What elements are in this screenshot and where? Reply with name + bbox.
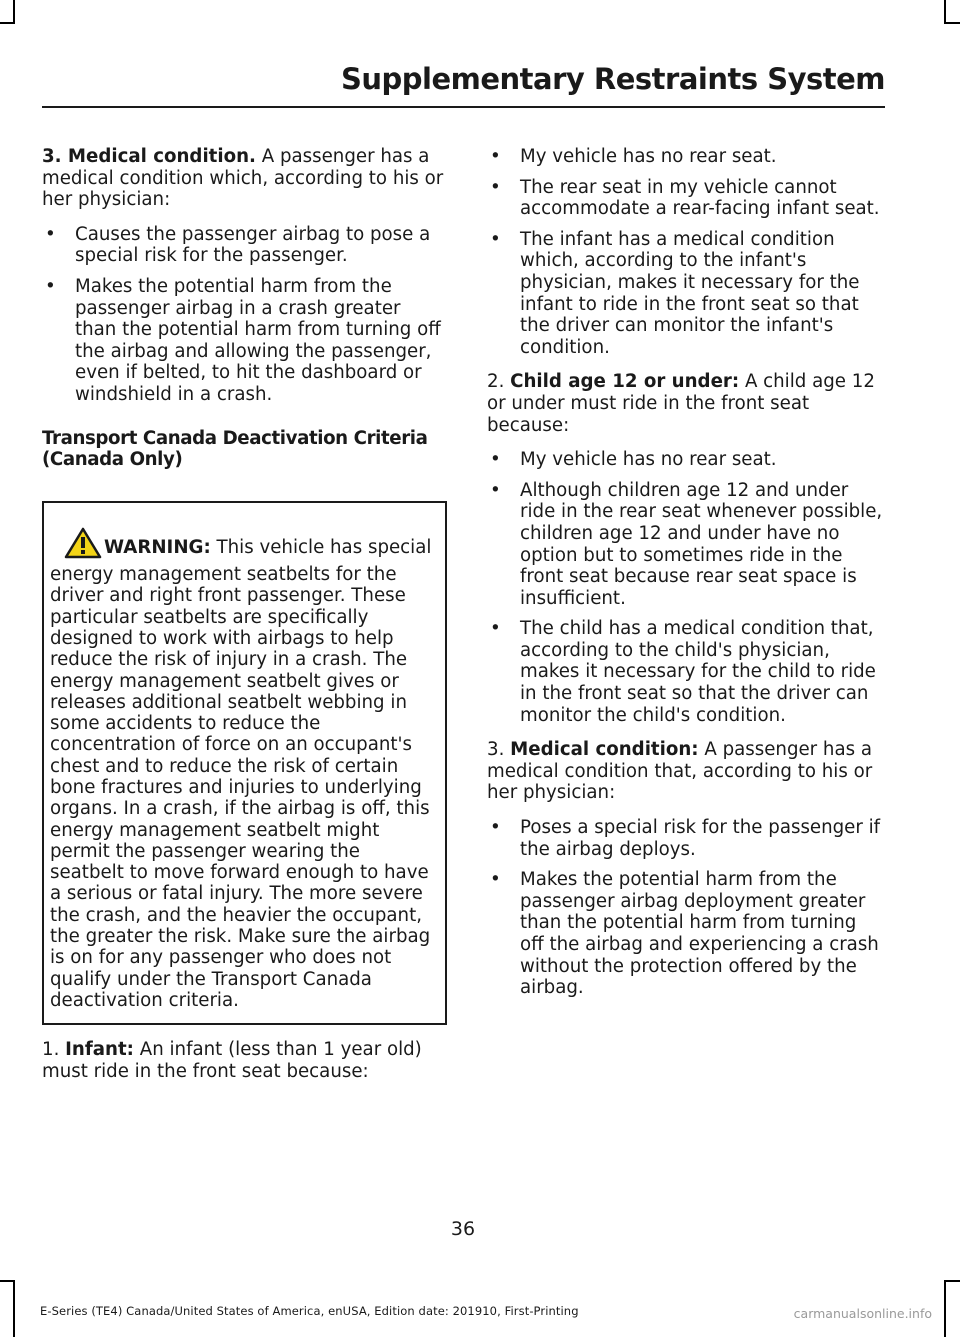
list-item: • The infant has a medical condition which, according to the infant's physician, makes it necessary for the infant to ride in the front seat so that the driver can monitor the infant's condition. [490,228,860,358]
list-item: • Although children age 12 and under ride in the rear seat whenever possible, children age 12 and under have no option but to sometimes ride in the front seat because rear seat space is insufficient. [490,479,883,609]
crop-mark [944,0,946,24]
header-divider [42,106,885,108]
list-item: • My vehicle has no rear seat. [490,146,777,167]
warning-triangle-icon [64,527,102,564]
infant-reasons-list [487,146,885,358]
crop-mark [13,0,15,24]
warning-box [42,501,447,1026]
crop-mark [944,22,960,24]
crop-mark [0,22,15,24]
list-item: • The child has a medical condition that, according to the child's physician, makes it necessary for the child to ride in the front seat so that the driver can monitor the child's condition. [490,618,876,726]
medical-condition-paragraph-2: 3. Medical condition: A passenger has a medical condition that, according to his or her physician: [487,739,873,804]
crop-mark [13,1280,15,1337]
right-column [487,146,885,1012]
medical-condition-paragraph: 3. Medical condition. A passenger has a medical condition which, according to his or her physician: [42,146,444,211]
list-item: • Makes the potential harm from the passenger airbag deployment greater than the potential harm from turning off the airbag and experiencing a crash without the protection offered by the airbag. [490,869,879,999]
medical-condition-list [42,224,447,406]
list-item: • The rear seat in my vehicle cannot accommodate a rear-facing infant seat. [490,176,880,220]
watermark: carmanualsonline.info [793,1306,932,1321]
left-column [42,146,447,1095]
child-reasons-list [487,449,885,726]
list-item: • Causes the passenger airbag to pose a special risk for the passenger. [45,223,431,267]
warning-label: WARNING: [104,536,211,558]
crop-mark [944,1280,946,1337]
section-heading: Transport Canada Deactivation Criteria (Canada Only) [42,427,428,471]
list-item: • Makes the potential harm from the passenger airbag in a crash greater than the potential harm from turning off the airbag and allowing the passenger, even if belted, to hit the dashboard or windshield in a crash. [45,275,441,405]
child-paragraph: 2. Child age 12 or under: A child age 12 or under must ride in the front seat because: [487,371,875,436]
page-title: Supplementary Restraints System [340,62,885,96]
warning-text: This vehicle has special energy management seatbelts for the driver and right front passenger. These particular seatbelts are specifically designed to work with airbags to help reduce the risk of injury in a crash. The energy management seatbelt gives or releases additional seatbelt webbing in some accidents to reduce the concentration of force on an occupant's chest and to reduce the risk of certain bone fractures and injuries to underlying organs. In a crash, if the airbag is off, this energy management seatbelt might permit the passenger wearing the seatbelt to move forward enough to have a serious or fatal injury. The more severe the crash, and the heavier the occupant, the greater the risk. Make sure the airbag is on for any passenger who does not qualify under the Transport Canada deactivation criteria. [50,536,432,1011]
medical-reasons-list [487,817,885,999]
list-item: • My vehicle has no rear seat. [490,449,777,471]
crop-mark [0,1280,15,1282]
list-item: • Poses a special risk for the passenger if the airbag deploys. [490,817,881,860]
crop-mark [944,1280,960,1282]
footer-edition: E-Series (TE4) Canada/United States of America, enUSA, Edition date: 201910, First-Printing [40,1304,579,1318]
infant-paragraph: 1. Infant: An infant (less than 1 year old) must ride in the front seat because: [42,1039,422,1082]
page-number: 36 [450,1218,476,1240]
